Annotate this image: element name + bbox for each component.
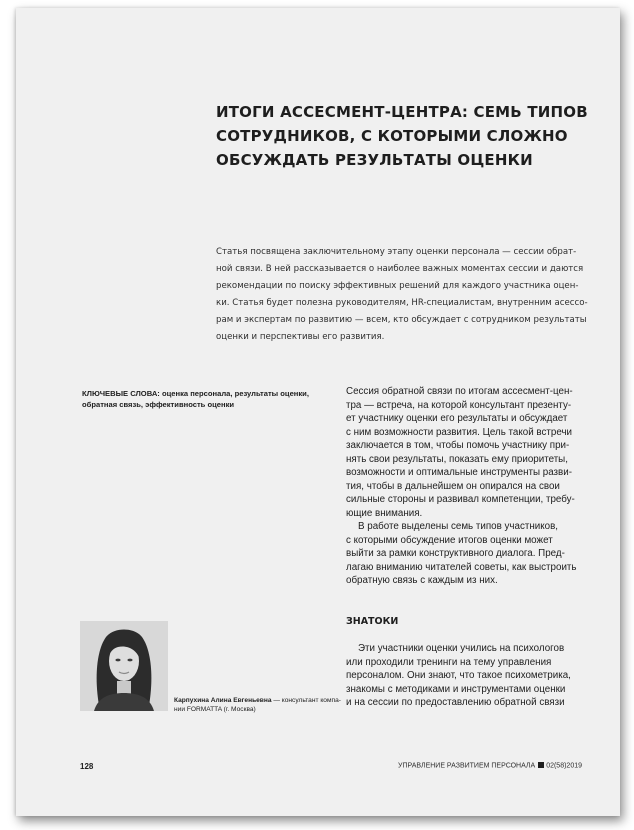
page-number: 128: [80, 762, 94, 771]
body-line: В работе выделены семь типов участников,: [358, 521, 559, 532]
body-line: ет участнику оценки его результаты и обсуждает: [346, 413, 568, 424]
abstract-line: оценки и перспективы его развития.: [216, 332, 385, 342]
author-name: Карпухина Алина Евгеньевна: [174, 697, 272, 704]
body-line: или проходили тренинги на тему управления: [346, 656, 552, 668]
abstract-line: ки. Статья будет полезна руководителям, HR-специалистам, внутренним асессо-: [216, 298, 588, 308]
body-line: знакомы с методиками и инструментами оценки: [346, 683, 566, 695]
body-line: ющие внимания.: [346, 507, 423, 519]
article-title: [216, 100, 588, 172]
square-separator-icon: [538, 762, 544, 768]
body-line: персоналом. Они знают, что такое психометрика,: [346, 670, 571, 681]
author-info: [174, 696, 344, 714]
section-body: [346, 642, 606, 710]
author-line: [174, 696, 344, 705]
body-line: с ним возможности развития. Цель такой встречи: [346, 426, 573, 438]
author-role: нии FORMATTA (г. Москва): [174, 706, 256, 713]
section-heading: ЗНАТОКИ: [346, 616, 399, 627]
article-body-intro: [346, 385, 606, 588]
keywords-block: [82, 388, 332, 410]
body-line: нять свои результаты, показать ему приоритеты,: [346, 453, 568, 465]
magazine-page: [16, 8, 620, 816]
abstract-line: рекомендации по поиску эффективных решений для каждого участника оцен-: [216, 281, 579, 291]
journal-name: УПРАВЛЕНИЕ РАЗВИТИЕМ ПЕРСОНАЛА: [398, 762, 536, 770]
body-line: заключается в том, чтобы помочь участнику при-: [346, 440, 570, 451]
title-line: СОТРУДНИКОВ, С КОТОРЫМИ СЛОЖНО: [216, 127, 568, 145]
body-line: с которыми обсуждение итогов оценки может: [346, 534, 553, 546]
body-line: Сессия обратной связи по итогам ассесмент-цен-: [346, 386, 573, 397]
abstract-line: рам и экспертам по развитию — всем, кто обсуждает с сотрудником результаты: [216, 315, 587, 325]
abstract-line: ной связи. В ней рассказывается о наиболее важных моментах сессии и даются: [216, 264, 584, 274]
body-line: обратную связь с каждым из них.: [346, 575, 498, 586]
title-line: ИТОГИ АССЕСМЕНТ-ЦЕНТРА: СЕМЬ ТИПОВ: [216, 103, 588, 121]
body-line: тия, чтобы в дальнейшем он опирался на свои: [346, 480, 560, 492]
journal-footer: [398, 762, 582, 770]
issue-number: 02(58)2019: [546, 762, 582, 770]
keywords-text: оценка персонала, результаты оценки,: [161, 389, 309, 398]
keywords-line: [82, 388, 332, 399]
body-line: возможности и оптимальные инструменты разви-: [346, 467, 572, 478]
body-line: и на сессии по предоставлению обратной связи: [346, 697, 565, 708]
body-line: тра — встреча, на которой консультант презенту-: [346, 399, 572, 411]
body-line: выйти за рамки конструктивного диалога. Пред-: [346, 548, 565, 559]
author-photo: [80, 621, 168, 711]
body-line: лагаю вниманию читателей советы, как выстроить: [346, 561, 577, 573]
keywords-label: КЛЮЧЕВЫЕ СЛОВА:: [82, 389, 160, 398]
author-portrait-image: [80, 621, 168, 711]
body-line: сильные стороны и развивал компетенции, требу-: [346, 494, 575, 505]
article-abstract: [216, 244, 596, 346]
keywords-text: обратная связь, эффективность оценки: [82, 400, 235, 409]
abstract-line: Статья посвящена заключительному этапу оценки персонала — сессии обрат-: [216, 247, 577, 257]
title-line: ОБСУЖДАТЬ РЕЗУЛЬТАТЫ ОЦЕНКИ: [216, 151, 533, 169]
body-line: Эти участники оценки учились на психологов: [358, 643, 565, 654]
author-role: — консультант компа-: [271, 697, 341, 704]
